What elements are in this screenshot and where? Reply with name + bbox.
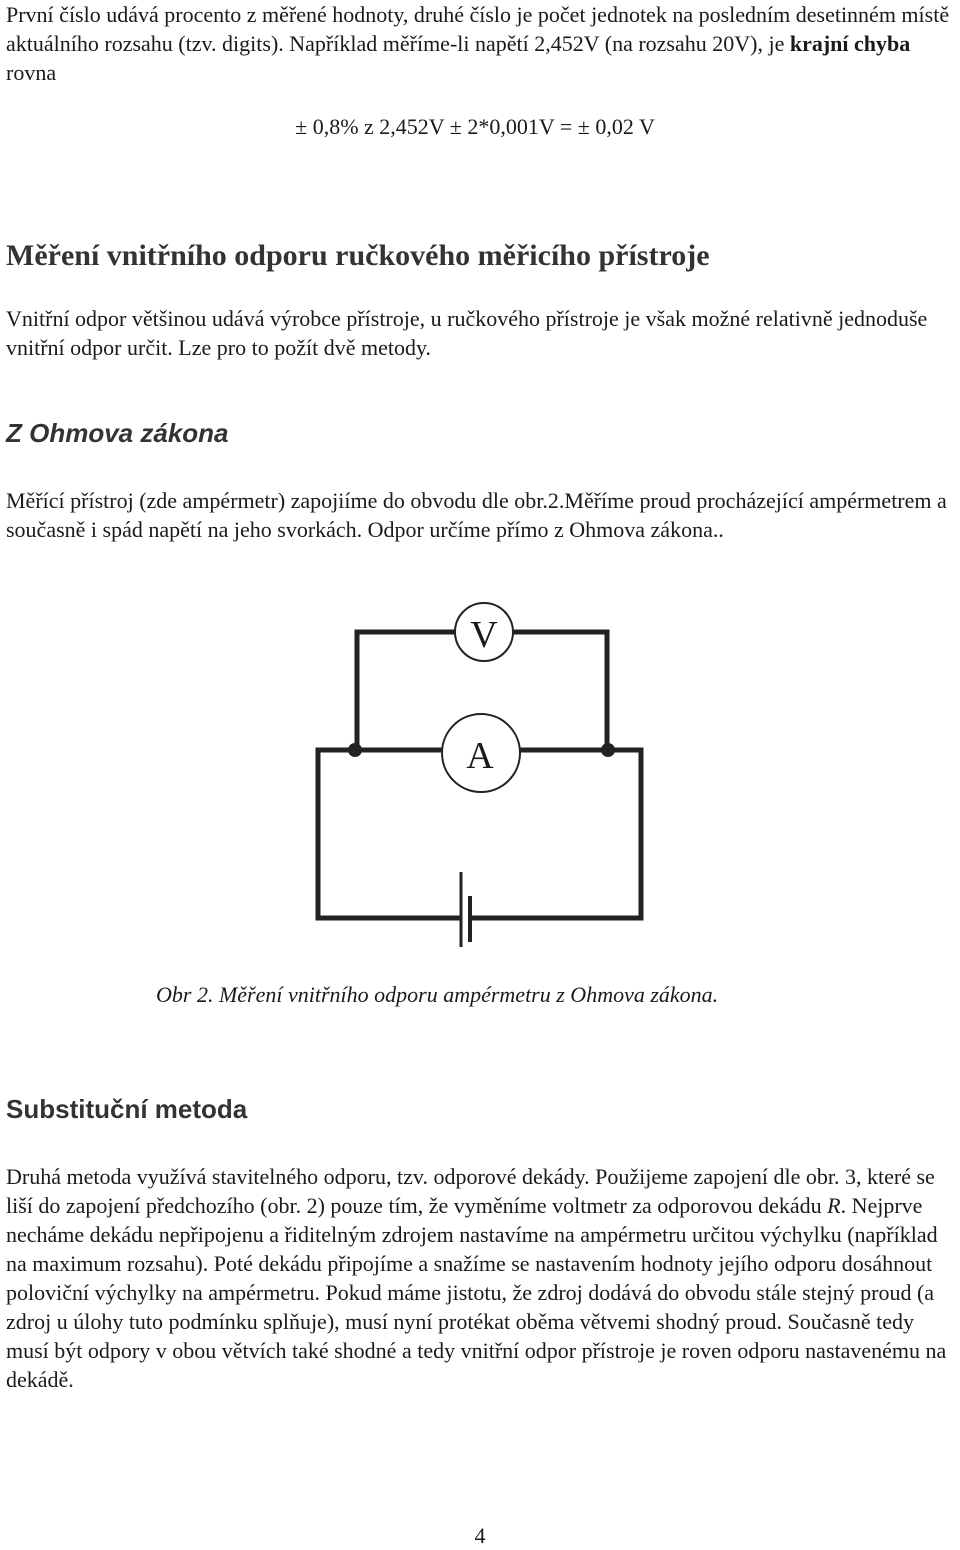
figure-caption: Obr 2. Měření vnitřního odporu ampérmetru z Ohmova zákona. xyxy=(156,982,719,1007)
intro-text-1: První číslo udává procento z měřené hodnoty, druhé číslo je počet jednotek na posledním desetinném místě aktuálního rozsahu (tzv. digits). Například měříme-li napětí 2,452V (na rozsahu 20V), je xyxy=(6,2,950,56)
intro-text-2: rovna xyxy=(6,60,57,85)
error-formula: ± 0,8% z 2,452V ± 2*0,001V = ± 0,02 V xyxy=(295,114,655,139)
substitution-text xyxy=(6,1162,956,1394)
voltmeter-label: V xyxy=(470,614,498,656)
page-number: 4 xyxy=(474,1523,486,1548)
section-title: Měření vnitřního odporu ručkového měřicího přístroje xyxy=(6,239,710,272)
ohm-heading: Z Ohmova zákona xyxy=(6,418,229,448)
circuit-diagram xyxy=(0,590,960,970)
substitution-text-2: . Nejprve necháme dekádu nepřipojenu a řiditelným zdrojem nastavíme na ampérmetru určitou výchylku (například na maximum rozsahu). Poté dekádu připojíme a snažíme se nastavením hodnoty jejího odporu dosáhnout poloviční výchylky na ampérmetru. Pokud máme jistotu, že zdroj dodává do obvodu stále stejný proud (a zdroj u úlohy tuto podmínku splňuje), musí nyní protékat oběma větvemi shodný proud. Současně tedy musí být odpory v obou větvích také shodné a tedy vnitřní odpor přístroje je roven odporu nastavenému na dekádě. xyxy=(6,1193,947,1392)
section-intro-text: Vnitřní odpor většinou udává výrobce přístroje, u ručkového přístroje je však možné relativně jednoduše vnitřní odpor určit. Lze pro to požít dvě metody. xyxy=(6,306,928,360)
ammeter-label: A xyxy=(466,735,494,777)
junction-dot-left xyxy=(348,743,362,757)
intro-paragraph xyxy=(6,0,956,87)
ohm-text: Měřící přístroj (zde ampérmetr) zapojiíme do obvodu dle obr.2.Měříme proud procházející ampérmetrem a současně i spád napětí na jeho svorkách. Odpor určíme přímo z Ohmova zákona.. xyxy=(6,488,947,542)
intro-bold-term: krajní chyba xyxy=(789,31,911,56)
substitution-heading: Substituční metoda xyxy=(6,1094,248,1124)
substitution-text-1: Druhá metoda využívá stavitelného odporu, tzv. odporové dekády. Použijeme zapojení dle obr. 3, které se liší do zapojení předchozího (obr. 2) pouze tím, že vyměníme voltmetr za odporovou dekádu xyxy=(6,1164,935,1218)
resistor-symbol: R xyxy=(827,1193,841,1218)
junction-dot-right xyxy=(601,743,615,757)
